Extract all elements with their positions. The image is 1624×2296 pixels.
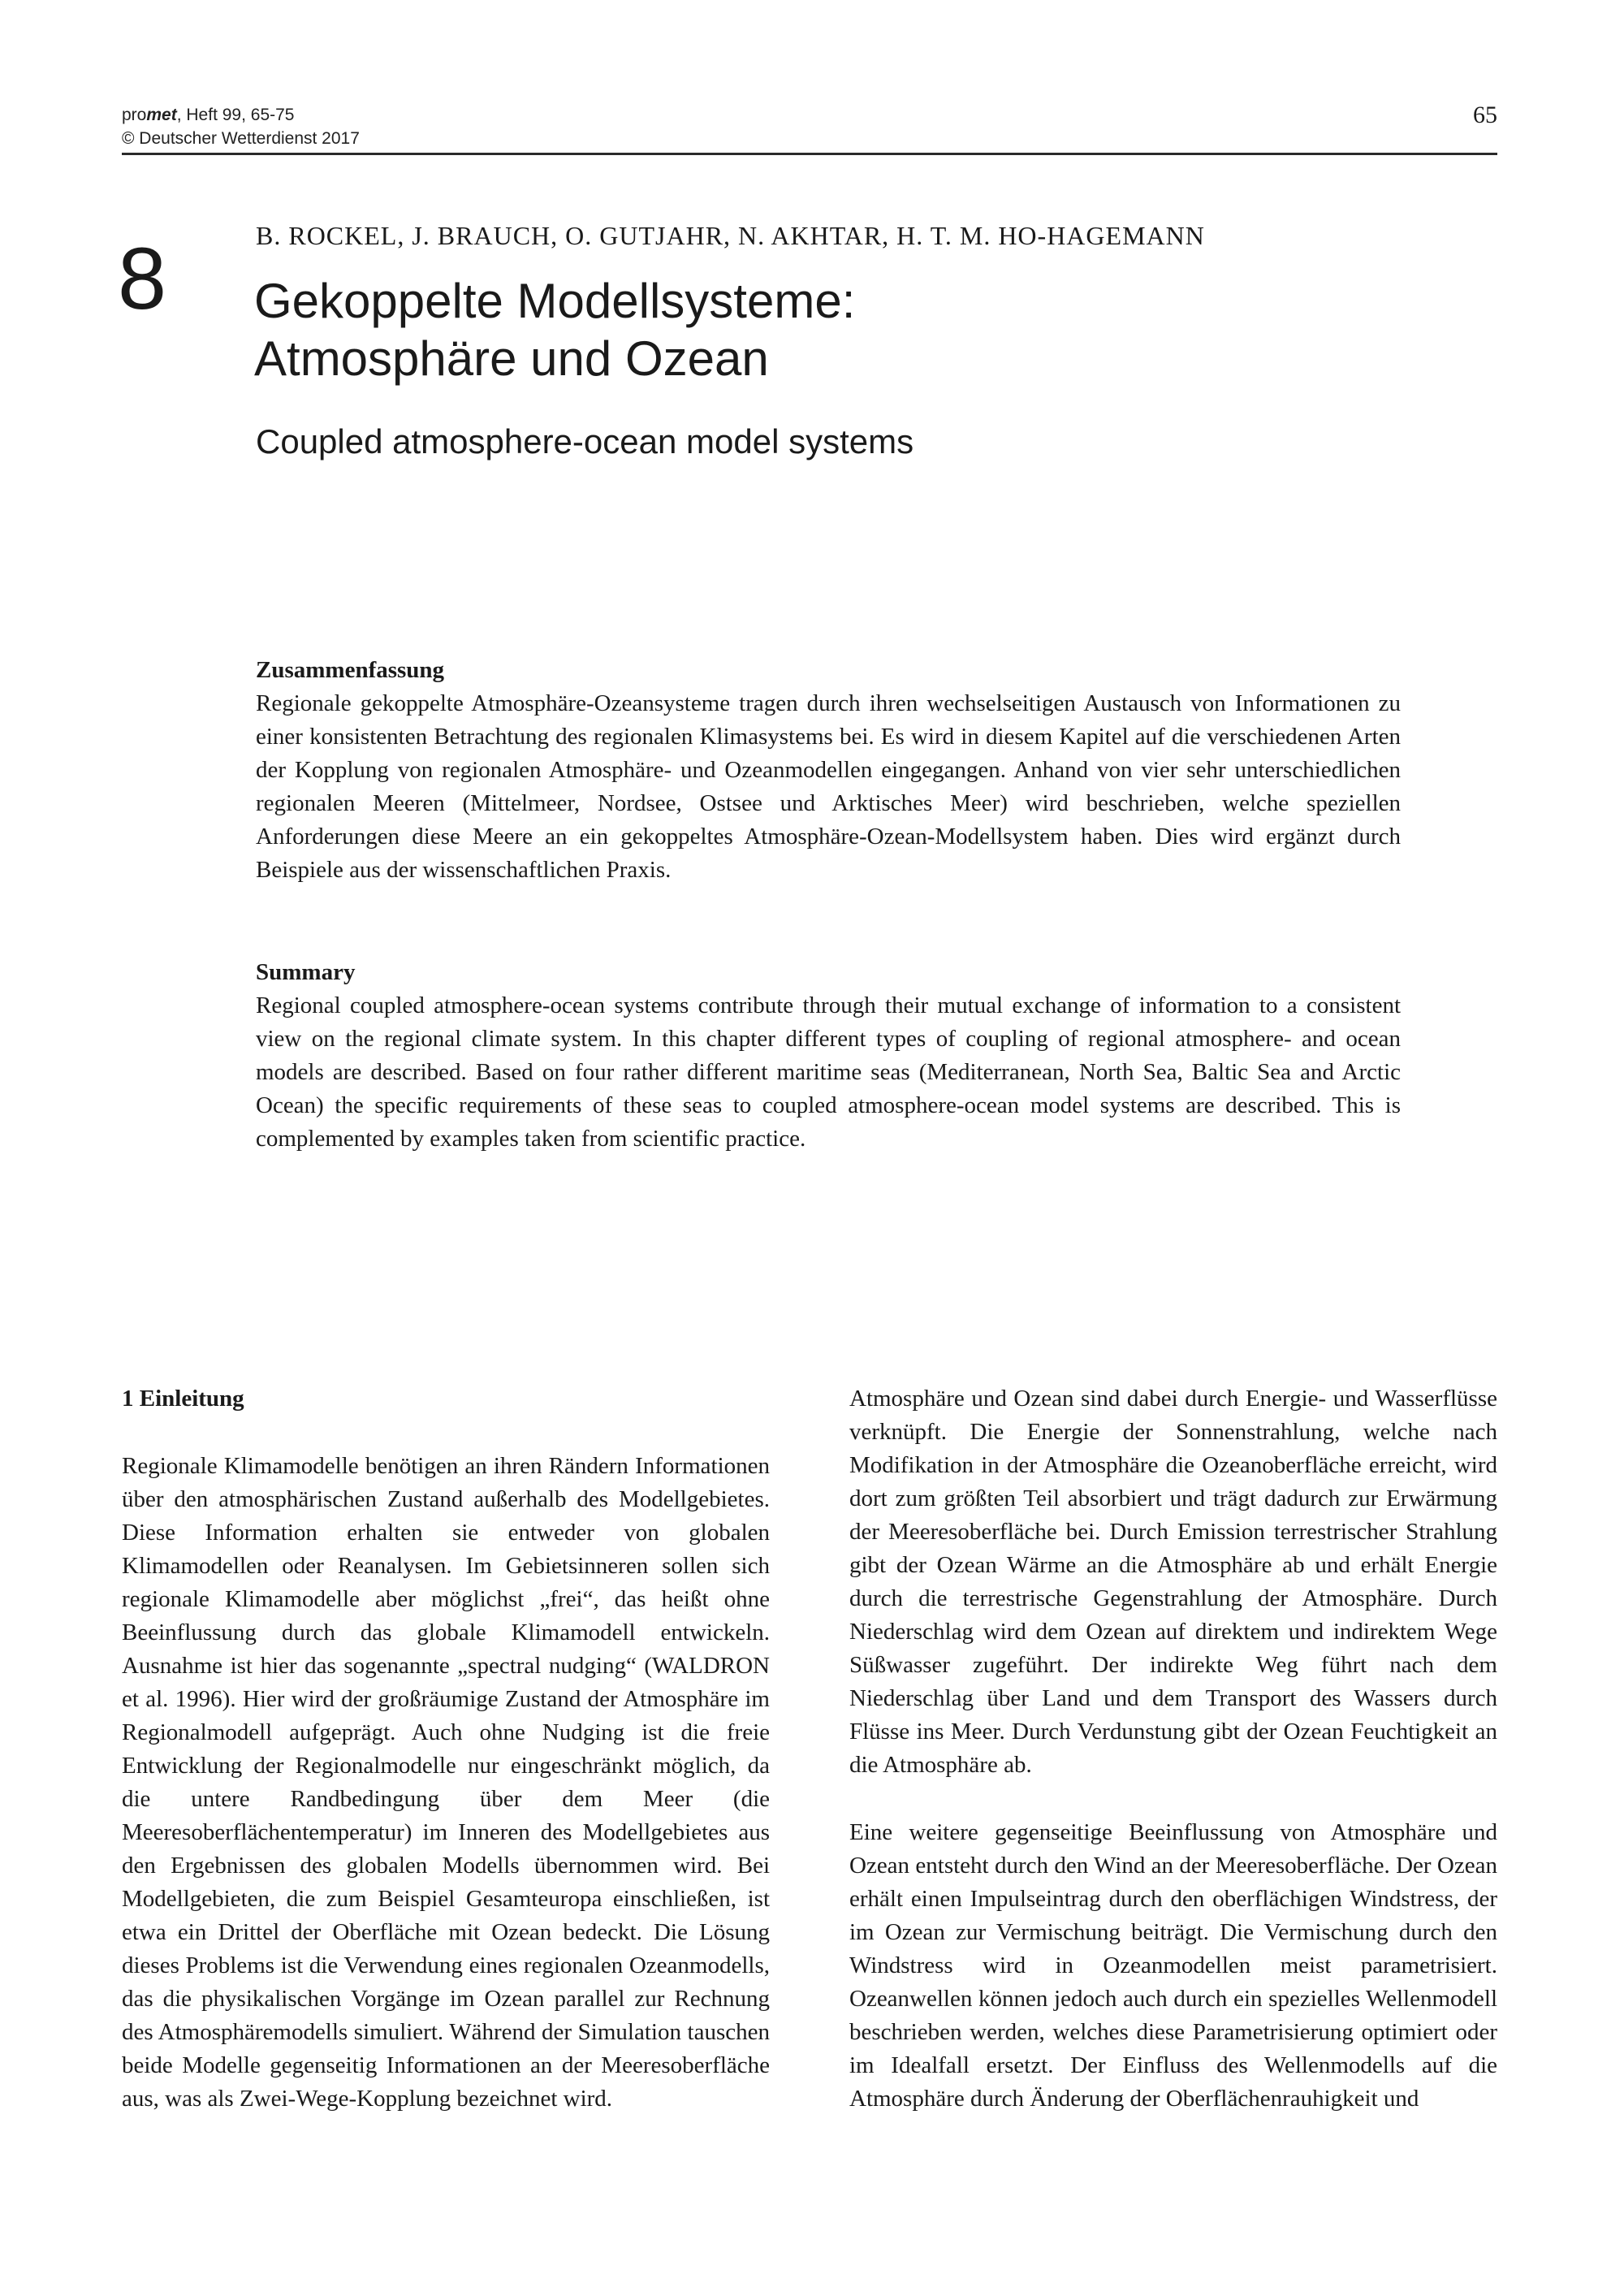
journal-name-bold: met xyxy=(146,106,177,124)
abstract-english-text: Regional coupled atmosphere-ocean systems contribute through their mutual exchange of information to a consistent view on the regional climate system. In this chapter different types of coupling of regional atmosphere- and ocean models are described. Based on four rather different maritime seas (Mediterranean, North Sea, Baltic Sea and Arctic Ocean) the specific requirements of these seas to coupled atmosphere-ocean model systems are described. This is complemented by examples taken from scientific practice. xyxy=(256,992,1401,1152)
abstract-english-heading: Summary xyxy=(256,959,356,985)
article-title xyxy=(254,272,855,387)
body-column-right xyxy=(849,1382,1497,2116)
section-heading: 1 Einleitung xyxy=(122,1386,244,1412)
article-subtitle: Coupled atmosphere-ocean model systems xyxy=(256,422,914,460)
body-paragraph: Regionale Klimamodelle benötigen an ihren Rändern Informationen über den atmosphärischen Zustand außerhalb des Modellgebietes. Diese Information erhalten sie entweder von globalen Klimamodellen oder Reanalysen. Im Gebietsinneren sollen sich regionale Klimamodelle aber möglichst „frei“, das heißt ohne Beeinflussung durch das globale Klimamodell entwickeln. Ausnahme ist hier das sogenannte „spectral nudging“ (WALDRON et al. 1996). Hier wird der großräumige Zustand der Atmosphäre im Regionalmodell aufgeprägt. Auch ohne Nudging ist die freie Entwicklung der Regionalmodelle nur eingeschränkt möglich, da die untere Randbedingung über dem Meer (die Meeresoberflächentemperatur) im Inneren des Modellgebietes aus den Ergebnissen des globalen Modells übernommen wird. Bei Modellgebieten, die zum Beispiel Gesamteuropa einschließen, ist etwa ein Drittel der Oberfläche mit Ozean bedeckt. Die Lösung dieses Problems ist die Verwendung eines regionalen Ozeanmodells, das die physikalischen Vorgänge im Ozean parallel zur Rechnung des Atmosphäremodells simuliert. Während der Simulation tauschen beide Modelle gegenseitig Informationen an der Meeresoberfläche aus, was als Zwei-Wege-Kopplung bezeichnet wird. xyxy=(122,1453,770,2112)
abstract-german-text: Regionale gekoppelte Atmosphäre-Ozeansysteme tragen durch ihren wechselseitigen Austausch von Informationen zu einer konsistenten Betrachtung des regionalen Klimasystems bei. Es wird in diesem Kapitel auf die verschiedenen Arten der Kopplung von regionalen Atmosphäre- und Ozeanmodellen eingegangen. Anhand von vier sehr unterschiedlichen regionalen Meeren (Mittelmeer, Nordsee, Ostsee und Arktisches Meer) wird beschrieben, welche speziellen Anforderungen diese Meere an ein gekoppeltes Atmosphäre-Ozean-Modellsystem haben. Dies wird ergänzt durch Beispiele aus der wissenschaftlichen Praxis. xyxy=(256,690,1401,883)
chapter-number: 8 xyxy=(118,229,167,327)
article-title-line2: Atmosphäre und Ozean xyxy=(254,331,769,386)
body-paragraph: Eine weitere gegenseitige Beeinflussung von Atmosphäre und Ozean entsteht durch den Wind an der Meeresoberfläche. Der Ozean erhält einen Impulseintrag durch den oberflächigen Windstress, der im Ozean zur Vermischung beiträgt. Die Vermischung durch den Windstress wird in Ozeanmodellen meist parametrisiert. Ozeanwellen können jedoch auch durch ein spezielles Wellenmodell beschrieben werden, welches diese Parametrisierung optimiert oder im Idealfall ersetzt. Der Einfluss des Wellenmodells auf die Atmosphäre durch Änderung der Oberflächenrauhigkeit und xyxy=(849,1819,1497,2112)
journal-issue: , Heft 99, 65-75 xyxy=(176,106,295,124)
abstract-english xyxy=(256,956,1401,1156)
journal-name-prefix: pro xyxy=(122,106,147,124)
paragraph-gap xyxy=(849,1782,1497,1816)
body-paragraph: Atmosphäre und Ozean sind dabei durch Energie- und Wasserflüsse verknüpft. Die Energie der Sonnenstrahlung, welche nach Modifikation in der Atmosphäre die Ozeanoberfläche erreicht, wird dort zum größten Teil absorbiert und trägt dadurch zur Erwärmung der Meeresoberfläche bei. Durch Emission terrestrischer Strahlung gibt der Ozean Wärme an die Atmosphäre ab und erhält Energie durch die terrestrische Gegenstrahlung der Atmosphäre. Durch Niederschlag wird dem Ozean auf direktem und indirektem Wege Süßwasser zugeführt. Der indirekte Weg führt nach dem Niederschlag über Land und dem Transport des Wassers durch Flüsse ins Meer. Durch Verdunstung gibt der Ozean Feuchtigkeit an die Atmosphäre ab. xyxy=(849,1386,1497,1778)
copyright-line: © Deutscher Wetterdienst 2017 xyxy=(122,129,360,148)
page-number: 65 xyxy=(1473,102,1497,128)
author-list: B. ROCKEL, J. BRAUCH, O. GUTJAHR, N. AKHTAR, H. T. M. HO-HAGEMANN xyxy=(256,221,1205,250)
journal-citation xyxy=(122,104,294,127)
article-title-line1: Gekoppelte Modellsysteme: xyxy=(254,274,856,328)
body-column-left xyxy=(122,1382,770,2116)
abstract-german xyxy=(256,654,1401,887)
header-divider xyxy=(122,153,1497,155)
abstract-german-heading: Zusammenfassung xyxy=(256,657,445,683)
